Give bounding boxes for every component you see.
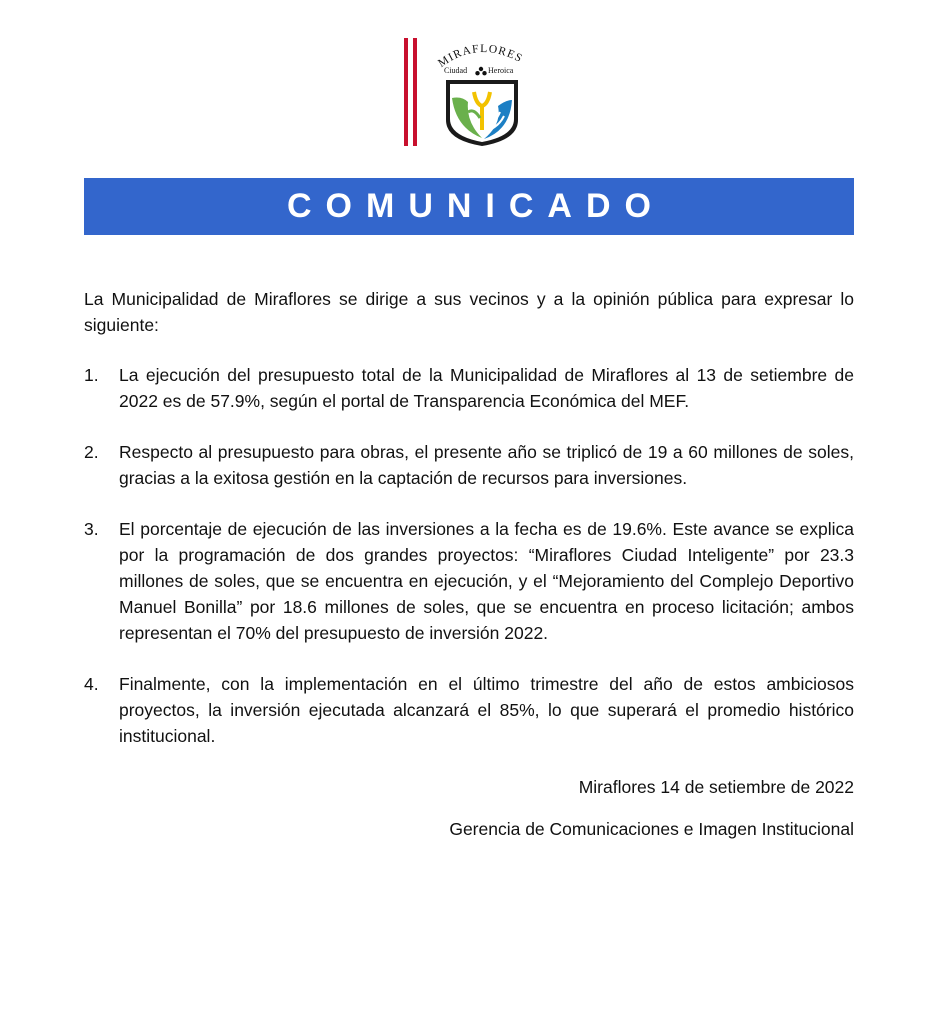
list-item-text: Respecto al presupuesto para obras, el presente año se triplicó de 19 a 60 millones de soles, gracias a la exitosa gestión en la captación de recursos para inversiones. (119, 442, 854, 488)
list-item (84, 516, 854, 646)
communique-body (84, 286, 854, 842)
list-item-text: La ejecución del presupuesto total de la Municipalidad de Miraflores al 13 de setiembre de 2022 es de 57.9%, según el portal de Transparencia Económica del MEF. (119, 365, 854, 411)
flag-bars-decoration (404, 38, 418, 146)
list-item (84, 362, 854, 414)
page-title: COMUNICADO (287, 187, 665, 225)
list-item (84, 439, 854, 491)
signature-line: Gerencia de Comunicaciones e Imagen Institucional (449, 819, 854, 839)
signoff (84, 774, 854, 842)
logo-dots-icon (475, 67, 486, 76)
logo-subtitle-left: Ciudad (444, 66, 468, 75)
list-item-text: Finalmente, con la implementación en el último trimestre del año de estos ambiciosos proyectos, la inversión ejecutada alcanzará el 85%, lo que superará el promedio histórico institucional. (119, 674, 854, 746)
miraflores-logo (424, 36, 540, 148)
list-item-number: 3. (84, 519, 99, 539)
title-band (84, 178, 854, 235)
miraflores-crest-icon (446, 80, 518, 146)
list-item (84, 671, 854, 749)
logo-name-text: MIRAFLORES (436, 42, 525, 70)
list-item-number: 4. (84, 674, 99, 694)
list-item-text: El porcentaje de ejecución de las inversiones a la fecha es de 19.6%. Este avance se explica por la programación de dos grandes proyectos: “Miraflores Ciudad Inteligente” por 23.3 millones de soles, que se encuentra en ejecución, y el “Mejoramiento del Complejo Deportivo Manuel Bonilla” por 18.6 millones de soles, que se encuentra en proceso licitación; ambos representan el 70% del presupuesto de inversión 2022. (119, 519, 854, 643)
list-item-number: 1. (84, 365, 99, 385)
points-list (84, 362, 854, 749)
logo-subtitle-right: Heroica (488, 66, 514, 75)
date-line: Miraflores 14 de setiembre de 2022 (578, 777, 854, 797)
list-item-number: 2. (84, 442, 99, 462)
intro-paragraph: La Municipalidad de Miraflores se dirige a sus vecinos y a la opinión pública para expresar lo siguiente: (84, 289, 854, 335)
